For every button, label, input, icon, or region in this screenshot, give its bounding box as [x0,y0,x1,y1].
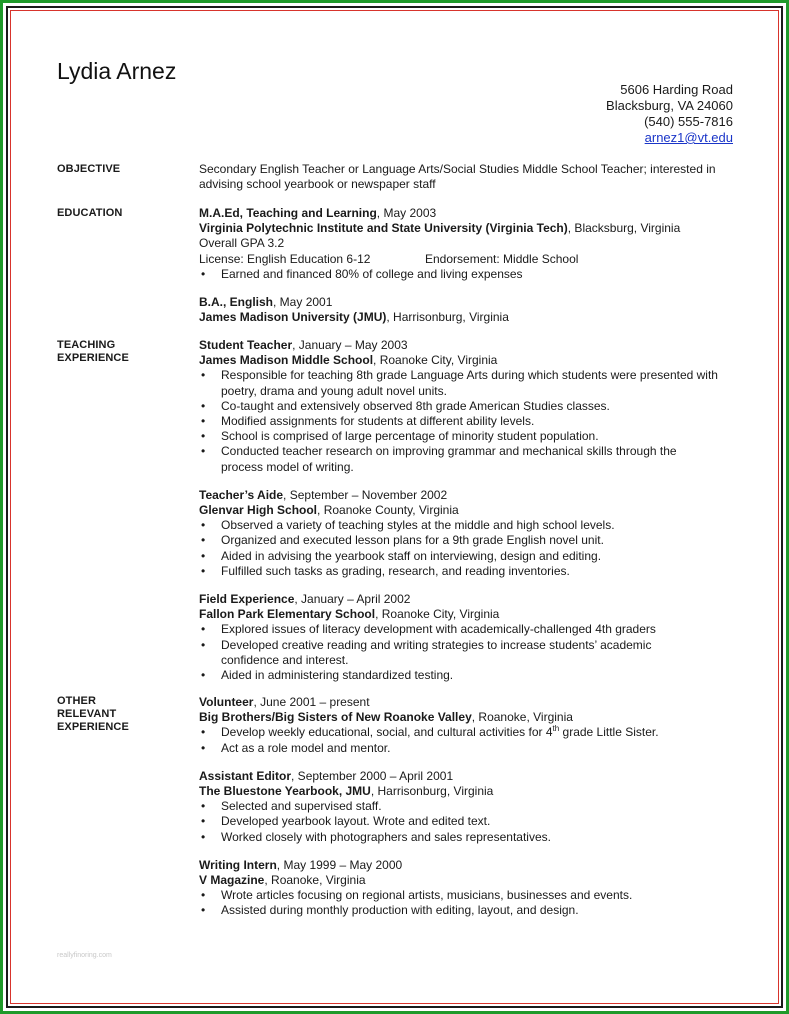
job-bullets [199,622,739,683]
teaching-label-line1: TEACHING [57,339,116,351]
candidate-name: Lydia Arnez [57,58,177,84]
teaching-label-line2: EXPERIENCE [57,352,129,364]
objective-text: Secondary English Teacher or Language Arts/Social Studies Middle School Teacher; interested in advising school yearbook or newspaper staff [199,162,716,192]
address-line2: Blacksburg, VA 24060 [606,98,733,113]
teaching-content [199,338,739,683]
list-item: • Aided in advising the yearbook staff on interviewing, design and editing. [199,549,739,564]
job-date: , September 2000 – April 2001 [291,768,454,783]
job-title: Assistant Editor [199,768,292,783]
job-org: Glenvar High School [199,503,318,518]
address-line1: 5606 Harding Road [620,82,733,97]
degree1-license: License: English Education 6-12 [199,251,371,266]
degree2-school: James Madison University (JMU) [199,310,387,325]
job-heading [199,488,739,503]
job-location: , Roanoke County, Virginia [317,503,459,518]
job-heading [199,338,739,353]
job-org-line [199,607,739,622]
list-item: • Wrote articles focusing on regional artists, musicians, businesses and events. [199,888,739,903]
degree2-location: , Harrisonburg, Virginia [386,310,509,325]
degree1-school: Virginia Polytechnic Institute and State University (Virginia Tech) [199,221,568,236]
section-label-objective [57,163,120,176]
list-item: • Observed a variety of teaching styles at the middle and high school levels. [199,518,739,533]
list-item: • Selected and supervised staff. [199,799,739,814]
degree2-title: B.A., English [199,295,274,310]
list-item: • Fulfilled such tasks as grading, research, and reading inventories. [199,564,739,579]
degree1-bullets [199,267,739,282]
job-org-line [199,353,739,368]
other-label-line3: EXPERIENCE [57,721,129,733]
job-heading [199,769,739,784]
job-date: , September – November 2002 [283,487,448,502]
job-org-line [199,784,739,799]
degree1-location: , Blacksburg, Virginia [567,221,681,236]
job-date: , May 1999 – May 2000 [276,857,403,872]
job-title: Field Experience [199,592,295,607]
list-item [199,725,739,740]
degree1-license-line [199,252,739,267]
email-link[interactable]: arnez1@vt.edu [644,130,733,145]
degree2-date: , May 2001 [273,295,333,310]
degree1-title: M.A.Ed, Teaching and Learning [199,206,377,220]
section-label-other [57,695,129,734]
bullet-text: Develop weekly educational, social, and cultural activities for 4 [221,725,553,740]
job-title: Student Teacher [199,338,293,352]
job-location: , Harrisonburg, Virginia [370,784,494,799]
list-item: • Assisted during monthly production with editing, layout, and design. [199,903,739,918]
job-date: , June 2001 – present [253,695,370,709]
job-org-line [199,873,739,888]
degree1-endorsement: Endorsement: Middle School [425,251,579,266]
list-item: • Worked closely with photographers and sales representatives. [199,830,739,845]
job-bullets [199,725,739,755]
education-label: EDUCATION [57,207,123,219]
other-label-line2: RELEVANT [57,708,117,720]
bullet-superscript: th [552,724,560,734]
degree2-heading [199,295,739,310]
list-item: • Developed creative reading and writing strategies to increase students’ academic confidence and interest. [199,638,739,668]
degree1-date: , May 2003 [376,206,437,220]
section-label-teaching [57,339,129,365]
list-item: • Conducted teacher research on improving grammar and mechanical skills through the process model of writing. [199,444,739,474]
job-title: Teacher’s Aide [199,487,284,502]
phone: (540) 555-7816 [644,114,733,129]
list-item: • Modified assignments for students at different ability levels. [199,414,739,429]
other-content [199,695,739,919]
objective-label: OBJECTIVE [57,163,121,175]
list-item: • Aided in administering standardized testing. [199,668,739,683]
job-org-line [199,710,739,725]
job-org: The Bluestone Yearbook, JMU [199,784,371,799]
job-org-line [199,503,739,518]
section-label-education [57,207,122,220]
watermark: reallyfinoring.com [57,952,112,959]
job-bullets [199,799,739,845]
job-org: James Madison Middle School [199,353,374,368]
job-bullets [199,518,739,579]
job-date: , January – April 2002 [294,592,411,607]
job-org: Fallon Park Elementary School [199,607,376,622]
job-date: , January – May 2003 [292,338,408,352]
other-label-line1: OTHER [57,695,96,707]
job-bullets [199,368,739,474]
contact-block [606,82,733,146]
job-org: Big Brothers/Big Sisters of New Roanoke Valley [199,710,472,725]
degree1-school-line [199,221,739,236]
job-org: V Magazine [199,873,265,888]
education-content [199,206,739,325]
job-title: Writing Intern [199,857,277,872]
degree2-school-line [199,310,739,325]
job-location: , Roanoke City, Virginia [373,353,498,368]
job-location: , Roanoke City, Virginia [375,607,500,622]
list-item: • Earned and financed 80% of college and living expenses [199,267,739,282]
job-heading [199,695,739,710]
list-item: • Developed yearbook layout. Wrote and edited text. [199,814,739,829]
list-item: • Act as a role model and mentor. [199,741,739,756]
list-item: • School is comprised of large percentage of minority student population. [199,429,739,444]
job-location: , Roanoke, Virginia [264,873,366,888]
list-item: • Organized and executed lesson plans for a 9th grade English novel unit. [199,533,739,548]
list-item: • Responsible for teaching 8th grade Language Arts during which students were presented with poetry, drama and young adult novel units. [199,368,739,398]
objective-content [199,162,739,192]
list-item: • Co-taught and extensively observed 8th grade American Studies classes. [199,399,739,414]
job-heading [199,858,739,873]
job-bullets [199,888,739,918]
bullet-text: grade Little Sister. [559,725,659,740]
job-location: , Roanoke, Virginia [471,710,573,725]
degree1-gpa: Overall GPA 3.2 [199,236,285,251]
degree1-heading [199,206,739,221]
job-title: Volunteer [199,695,254,709]
job-heading [199,592,739,607]
list-item: • Explored issues of literacy development with academically-challenged 4th graders [199,622,739,637]
